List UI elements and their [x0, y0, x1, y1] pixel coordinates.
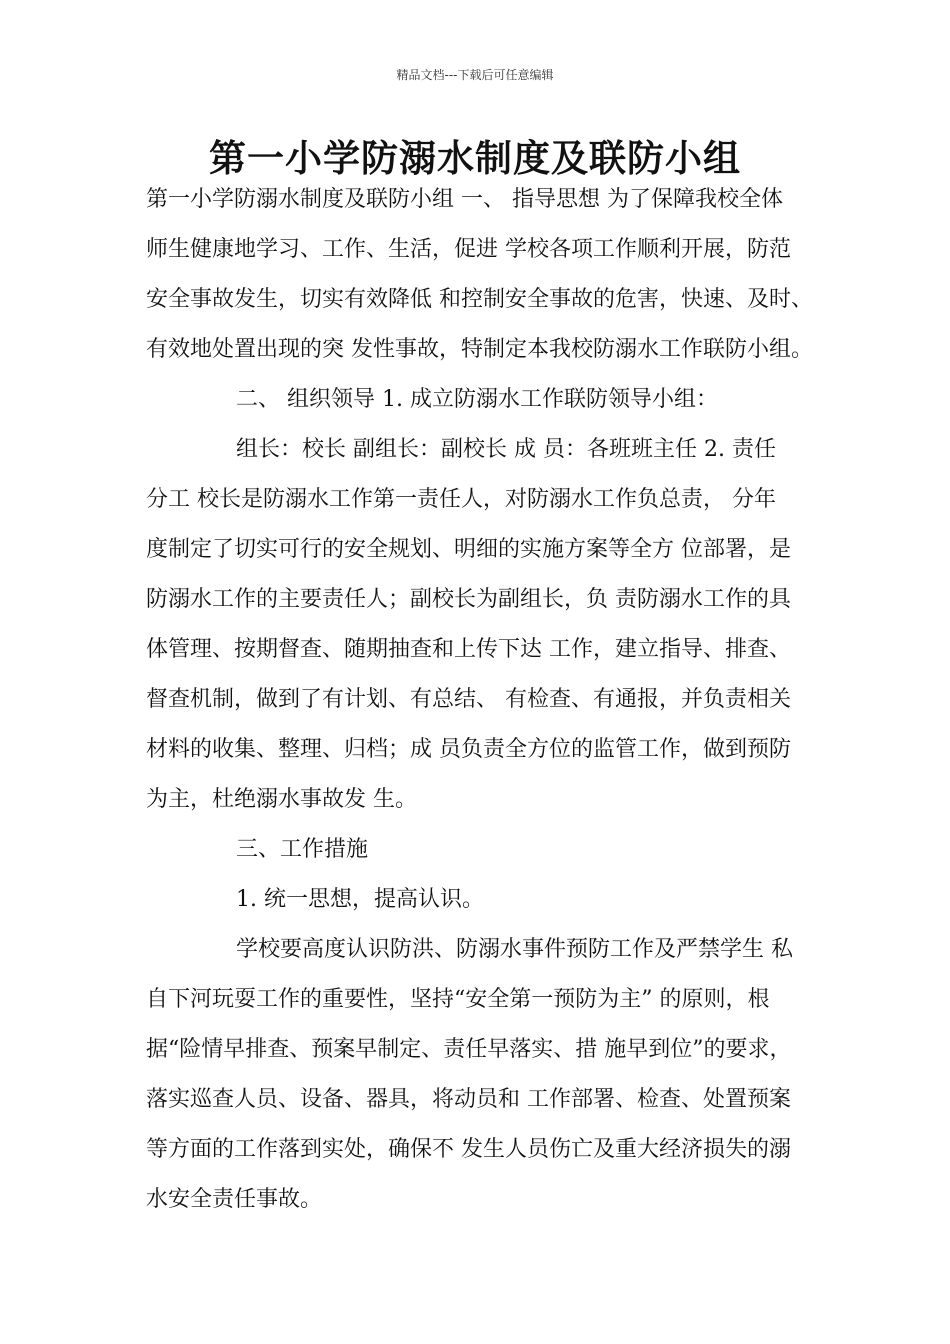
paragraph-line: 第一小学防溺水制度及联防小组 一、 指导思想 为了保障我校全体: [146, 187, 783, 212]
header-note: 精品文档---下载后可任意编辑: [396, 68, 554, 82]
paragraph-line: 材料的收集、整理、归档；成 员负责全方位的监管工作，做到预防: [146, 737, 791, 762]
paragraph-line: 为主，杜绝溺水事故发 生。: [146, 787, 417, 812]
section-heading: 三、工作措施: [236, 837, 369, 862]
paragraph-line: 学校要高度认识防洪、防溺水事件预防工作及严禁学生 私: [236, 937, 793, 962]
paragraph-line: 体管理、按期督查、随期抽查和上传下达 工作，建立指导、排查、: [146, 637, 791, 662]
paragraph-line: 防溺水工作的主要责任人；副校长为副组长，负 责防溺水工作的具: [146, 587, 791, 612]
subsection-heading: 1. 统一思想，提高认识。: [236, 887, 484, 912]
paragraph-line: 有效地处置出现的突 发性事故，特制定本我校防溺水工作联防小组。: [146, 337, 813, 362]
paragraph-line: 等方面的工作落到实处，确保不 发生人员伤亡及重大经济损失的溺: [146, 1137, 791, 1162]
paragraph-line: 据“险情早排查、预案早制定、责任早落实、措 施早到位”的要求，: [146, 1037, 792, 1062]
paragraph-line: 师生健康地学习、工作、生活，促进 学校各项工作顺利开展，防范: [146, 237, 791, 262]
paragraph-line: 落实巡查人员、设备、器具，将动员和 工作部署、检查、处置预案: [146, 1087, 791, 1112]
paragraph-line: 督查机制，做到了有计划、有总结、 有检查、有通报，并负责相关: [146, 687, 791, 712]
paragraph-line: 自下河玩耍工作的重要性，坚持“安全第一预防为主” 的原则，根: [146, 987, 770, 1012]
paragraph-line: 水安全责任事故。: [146, 1187, 323, 1212]
paragraph-line: 安全事故发生，切实有效降低 和控制安全事故的危害，快速、及时、: [146, 287, 813, 312]
paragraph-line: 组长：校长 副组长：副校长 成 员：各班班主任 2. 责任: [236, 437, 776, 462]
document-title: 第一小学防溺水制度及联防小组: [209, 137, 741, 180]
paragraph-line: 度制定了切实可行的安全规划、明细的实施方案等全方 位部署，是: [146, 537, 791, 562]
section-heading: 二、 组织领导 1. 成立防溺水工作联防领导小组：: [236, 387, 718, 412]
paragraph-line: 分工 校长是防溺水工作第一责任人，对防溺水工作负总责， 分年: [146, 487, 776, 512]
